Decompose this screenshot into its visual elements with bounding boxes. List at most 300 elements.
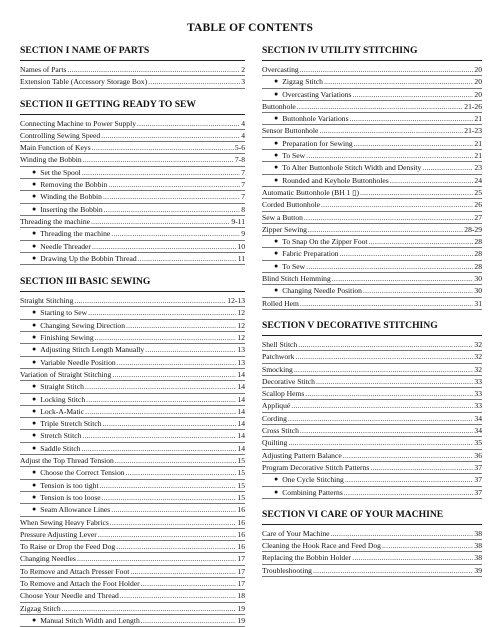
entry-text: Buttonhole Variations <box>282 114 349 124</box>
bullet-icon: ● <box>274 163 279 172</box>
toc-subentry <box>262 285 482 297</box>
bullet-icon: ● <box>32 480 37 489</box>
entry-text: Main Function of Keys <box>20 143 91 153</box>
bullet-icon: ● <box>274 261 279 270</box>
entry-text: Zigzag Stitch <box>20 603 61 613</box>
page-number: 37 <box>474 462 482 472</box>
dot-leader <box>352 552 473 563</box>
dot-leader <box>288 413 474 424</box>
entry-text: Rolled Hem <box>262 298 299 308</box>
toc-entry <box>262 101 482 113</box>
toc-subentry <box>262 261 482 273</box>
page-number: 5-6 <box>234 143 245 153</box>
dot-leader <box>100 480 237 491</box>
dot-leader <box>344 487 474 498</box>
page-number: 21 <box>474 114 482 124</box>
entry-text: Variable Needle Position <box>40 357 116 367</box>
dot-leader <box>304 212 473 223</box>
entry-text: Cross Stitch <box>262 426 299 436</box>
entry-text: To Snap On the Zipper Foot <box>282 237 368 247</box>
page-number: 15 <box>237 468 245 478</box>
toc-subentry <box>20 332 245 344</box>
entry-text: Replacing the Bobbin Holder <box>262 553 352 563</box>
dot-leader <box>112 369 236 380</box>
page-number: 16 <box>237 505 245 515</box>
dot-leader <box>352 89 473 100</box>
entry-text: Triple Stretch Stitch <box>40 419 102 429</box>
dot-leader <box>85 406 236 417</box>
entry-text: To Sew <box>282 151 306 161</box>
toc-section <box>20 44 245 89</box>
toc-entry <box>262 273 482 285</box>
dot-leader <box>91 216 230 227</box>
toc-entry <box>20 566 245 578</box>
page-number: 19 <box>237 603 245 613</box>
page-number: 33 <box>474 389 482 399</box>
dot-leader <box>340 248 474 259</box>
toc-subentry <box>20 191 245 203</box>
page-number: 20 <box>474 77 482 87</box>
dot-leader <box>332 273 474 284</box>
toc-entry <box>262 125 482 137</box>
page-number: 28-29 <box>464 224 482 234</box>
toc-section <box>20 98 245 266</box>
dot-leader <box>370 462 473 473</box>
toc-entry <box>20 118 245 130</box>
dot-leader <box>108 179 240 190</box>
toc-section <box>20 275 245 627</box>
page-number: 21 <box>474 151 482 161</box>
entry-text: Controlling Sewing Speed <box>20 130 101 140</box>
dot-leader <box>297 101 464 112</box>
toc-subentry <box>20 492 245 504</box>
bullet-icon: ● <box>32 241 37 250</box>
toc-subentry <box>20 394 245 406</box>
toc-section <box>262 44 482 310</box>
toc-entry <box>262 528 482 540</box>
dot-leader <box>354 138 474 149</box>
entry-text: To Remove and Attach the Foot Holder <box>20 578 140 588</box>
bullet-icon: ● <box>274 138 279 147</box>
dot-leader <box>331 528 474 539</box>
toc-subentry <box>20 320 245 332</box>
entry-text: To Sew <box>282 261 306 271</box>
entry-text: Threading the machine <box>40 229 111 239</box>
dot-leader <box>92 142 234 153</box>
dot-leader <box>120 590 237 601</box>
dot-leader <box>305 388 473 399</box>
page-number: 11 <box>237 253 245 263</box>
dot-leader <box>360 187 473 198</box>
dot-leader <box>77 553 237 564</box>
entry-text: Names of Parts <box>20 65 67 74</box>
dot-leader <box>130 566 236 577</box>
page-number: 20 <box>474 65 482 74</box>
entry-text: Drawing Up the Bobbin Thread <box>40 253 137 263</box>
dot-leader <box>74 295 226 306</box>
section-title: SECTION V DECORATIVE STITCHING <box>262 319 482 336</box>
dot-leader <box>319 125 463 136</box>
bullet-icon: ● <box>32 431 37 440</box>
toc-subentry <box>20 344 245 356</box>
entry-text: Troubleshooting <box>262 565 312 575</box>
bullet-icon: ● <box>274 249 279 258</box>
page-number: 14 <box>237 443 245 453</box>
entry-text: Blind Stitch Hemming <box>262 274 331 284</box>
toc-entry <box>262 565 482 577</box>
dot-leader <box>300 425 473 436</box>
toc-section <box>262 508 482 577</box>
dot-leader <box>101 130 240 141</box>
toc-entry <box>262 437 482 449</box>
toc-entry <box>262 298 482 310</box>
page-number: 33 <box>474 376 482 386</box>
page-number: 31 <box>474 298 482 308</box>
toc-subentry <box>20 204 245 216</box>
dot-leader <box>300 298 473 309</box>
bullet-icon: ● <box>274 475 279 484</box>
dot-leader <box>88 307 236 318</box>
bullet-icon: ● <box>32 443 37 452</box>
entry-text: Saddle Stitch <box>40 443 81 453</box>
toc-entry <box>262 388 482 400</box>
bullet-icon: ● <box>274 77 279 86</box>
entry-text: Fabric Preparation <box>282 249 339 259</box>
dot-leader <box>300 64 474 75</box>
entry-text: Set the Spool <box>40 167 81 177</box>
dot-leader <box>82 167 240 178</box>
dot-leader <box>82 443 237 454</box>
toc-entry <box>20 455 245 467</box>
entry-text: Care of Your Machine <box>262 528 330 538</box>
bullet-icon: ● <box>32 345 37 354</box>
entry-text: Connecting Machine to Power Supply <box>20 118 137 128</box>
toc-entry <box>262 339 482 351</box>
section-title: SECTION I NAME OF PARTS <box>20 44 245 61</box>
dot-leader <box>313 565 473 576</box>
page-number: 32 <box>474 352 482 362</box>
page-number: 32 <box>474 364 482 374</box>
toc-entry <box>262 462 482 474</box>
toc-entry <box>20 578 245 590</box>
dot-leader <box>390 175 474 186</box>
toc-entry <box>262 187 482 199</box>
entry-text: One Cycle Stitching <box>282 475 344 485</box>
entry-text: Automatic Buttonhole (BH 1 ▯) <box>262 187 359 197</box>
toc-subentry <box>20 167 245 179</box>
dot-leader <box>141 615 237 626</box>
entry-text: Scallop Hems <box>262 389 305 399</box>
page-number: 13 <box>237 345 245 355</box>
toc-subentry <box>262 150 482 162</box>
entry-text: Choose the Correct Tension <box>40 468 125 478</box>
entry-text: Overcasting <box>262 65 299 74</box>
page-number: 16 <box>237 542 245 552</box>
page-number: 17 <box>237 566 245 576</box>
page-number: 15 <box>237 456 245 466</box>
dot-leader <box>126 467 237 478</box>
toc-subentry <box>262 236 482 248</box>
entry-text: Buttonhole <box>262 101 296 111</box>
entry-text: Tension is too loose <box>40 492 101 502</box>
dot-leader <box>308 224 463 235</box>
entry-text: Tension is too tight <box>40 480 99 490</box>
toc-subentry <box>20 418 245 430</box>
bullet-icon: ● <box>32 382 37 391</box>
page-number: 38 <box>474 553 482 563</box>
bullet-icon: ● <box>32 204 37 213</box>
toc-entry <box>20 517 245 529</box>
page-number: 21-23 <box>464 126 482 136</box>
dot-leader <box>111 228 240 239</box>
dot-leader <box>98 529 237 540</box>
page-number: 12 <box>237 333 245 343</box>
page-number: 24 <box>474 175 482 185</box>
dot-leader <box>138 253 237 264</box>
toc-subentry <box>262 487 482 499</box>
toc-entry <box>262 351 482 363</box>
bullet-icon: ● <box>274 151 279 160</box>
page-number: 12 <box>237 308 245 318</box>
dot-leader <box>110 517 237 528</box>
toc-entry <box>262 199 482 211</box>
entry-text: Smocking <box>262 364 293 374</box>
toc-entry <box>20 369 245 381</box>
toc-subentry <box>20 241 245 253</box>
dot-leader <box>85 381 237 392</box>
page-number: 16 <box>237 517 245 527</box>
toc-subentry <box>20 467 245 479</box>
dot-leader <box>422 162 473 173</box>
dot-leader <box>350 113 474 124</box>
page-number: 28 <box>474 249 482 259</box>
page-number: 19 <box>237 615 245 625</box>
page-number: 9-11 <box>231 216 245 226</box>
entry-text: Rounded and Keyhole Buttonholes <box>282 175 389 185</box>
entry-text: Sensor Buttonhole <box>262 126 319 136</box>
entry-text: Decorative Stitch <box>262 376 315 386</box>
entry-text: Cording <box>262 413 287 423</box>
entry-text: Shell Stitch <box>262 339 298 349</box>
dot-leader <box>116 541 236 552</box>
page-number: 14 <box>237 406 245 416</box>
entry-text: Straight Stitch <box>40 382 84 392</box>
entry-text: Finishing Sewing <box>40 333 94 343</box>
dot-leader <box>137 118 240 129</box>
dot-leader <box>103 191 240 202</box>
toc-entry <box>20 603 245 615</box>
dot-leader <box>343 450 474 461</box>
page-number: 38 <box>474 528 482 538</box>
dot-leader <box>115 455 237 466</box>
page-number: 27 <box>474 212 482 222</box>
page-number: 33 <box>474 401 482 411</box>
toc-entry <box>20 76 245 88</box>
dot-leader <box>145 344 236 355</box>
toc-subentry <box>262 162 482 174</box>
toc-entry <box>20 216 245 228</box>
page-number: 37 <box>474 487 482 497</box>
entry-text: To Alter Buttonhole Stitch Width and Density <box>282 163 422 173</box>
bullet-icon: ● <box>32 505 37 514</box>
toc-entry <box>262 224 482 236</box>
toc-subentry <box>262 76 482 88</box>
dot-leader <box>369 236 474 247</box>
entry-text: Sew a Button <box>262 212 303 222</box>
bullet-icon: ● <box>32 308 37 317</box>
dot-leader <box>295 351 473 362</box>
entry-text: Adjusting Stitch Length Manually <box>40 345 145 355</box>
entry-text: Variation of Straight Stitching <box>20 369 112 379</box>
toc-subentry <box>20 615 245 627</box>
page-number: 36 <box>474 450 482 460</box>
entry-text: Patchwork <box>262 352 295 362</box>
entry-text: Quilting <box>262 438 288 448</box>
toc-entry <box>20 64 245 76</box>
page-number: 4 <box>241 130 245 140</box>
bullet-icon: ● <box>32 192 37 201</box>
entry-text: Winding the Bobbin <box>40 192 102 202</box>
entry-text: Zipper Sewing <box>262 224 307 234</box>
dot-leader <box>67 64 240 75</box>
entry-text: Combining Patterns <box>282 487 343 497</box>
entry-text: Zigzag Stitch <box>282 77 323 87</box>
toc-entry <box>262 540 482 552</box>
bullet-icon: ● <box>274 487 279 496</box>
toc-entry <box>20 295 245 307</box>
entry-text: Inserting the Bobbin <box>40 204 103 214</box>
toc-entry <box>20 590 245 602</box>
bullet-icon: ● <box>274 237 279 246</box>
page-number: 23 <box>474 163 482 173</box>
bullet-icon: ● <box>32 468 37 477</box>
page-number: 14 <box>237 382 245 392</box>
page-number: 16 <box>237 529 245 539</box>
dot-leader <box>288 437 473 448</box>
dot-leader <box>83 154 234 165</box>
toc-entry <box>262 212 482 224</box>
page-number: 34 <box>474 413 482 423</box>
entry-text: Adjust the Top Thread Tension <box>20 456 114 466</box>
dot-leader <box>141 578 237 589</box>
bullet-icon: ● <box>274 89 279 98</box>
toc-section <box>262 319 482 499</box>
entry-text: Seam Allowance Lines <box>40 505 111 515</box>
toc-subentry <box>20 430 245 442</box>
page-number: 14 <box>237 419 245 429</box>
dot-leader <box>148 76 240 87</box>
section-title: SECTION II GETTING READY TO SEW <box>20 98 245 115</box>
page-number: 32 <box>474 339 482 349</box>
page-number: 38 <box>474 541 482 551</box>
page-number: 7-8 <box>234 155 245 165</box>
page-number: 4 <box>241 118 245 128</box>
section-title: SECTION III BASIC SEWING <box>20 275 245 292</box>
entry-text: Cleaning the Hook Race and Feed Dog <box>262 541 381 551</box>
bullet-icon: ● <box>274 286 279 295</box>
bullet-icon: ● <box>32 357 37 366</box>
toc-subentry <box>20 504 245 516</box>
dot-leader <box>104 204 241 215</box>
entry-text: Program Decorative Stitch Patterns <box>262 462 370 472</box>
toc-entry <box>20 553 245 565</box>
entry-text: Needle Threader <box>40 241 91 251</box>
page-number: 17 <box>237 554 245 564</box>
toc-entry <box>262 64 482 76</box>
entry-text: Changing Sewing Direction <box>40 320 126 330</box>
page-number: 39 <box>474 565 482 575</box>
entry-text: Stretch Stitch <box>40 431 82 441</box>
dot-leader <box>298 339 473 350</box>
bullet-icon: ● <box>32 180 37 189</box>
toc-entry <box>262 364 482 376</box>
toc-subentry <box>262 138 482 150</box>
entry-text: Locking Stitch <box>40 394 86 404</box>
dot-leader <box>117 357 237 368</box>
page-number: 15 <box>237 480 245 490</box>
bullet-icon: ● <box>32 394 37 403</box>
page-number: 8 <box>241 204 245 214</box>
toc-entry <box>20 130 245 142</box>
entry-text: Choose Your Needle and Thread <box>20 591 119 601</box>
dot-leader <box>92 241 237 252</box>
page-number: 28 <box>474 237 482 247</box>
left-column <box>20 44 245 627</box>
toc-subentry <box>262 248 482 260</box>
entry-text: Removing the Bobbin <box>40 180 108 190</box>
entry-text: Winding the Bobbin <box>20 155 82 165</box>
toc-entry <box>262 413 482 425</box>
page-number: 2 <box>241 65 245 74</box>
dot-leader <box>294 364 474 375</box>
toc-entry <box>20 529 245 541</box>
bullet-icon: ● <box>32 320 37 329</box>
entry-text: To Remove and Attach Presser Foot <box>20 566 130 576</box>
page-number: 34 <box>474 426 482 436</box>
entry-text: Changing Needles <box>20 554 76 564</box>
page-number: 17 <box>237 578 245 588</box>
toc-subentry <box>20 406 245 418</box>
dot-leader <box>95 332 237 343</box>
toc-entry <box>262 552 482 564</box>
toc-subentry <box>20 357 245 369</box>
page-number: 7 <box>241 192 245 202</box>
toc-subentry <box>20 381 245 393</box>
page-number: 30 <box>474 286 482 296</box>
toc-subentry <box>20 253 245 265</box>
bullet-icon: ● <box>32 406 37 415</box>
entry-text: Changing Needle Position <box>282 286 362 296</box>
bullet-icon: ● <box>32 229 37 238</box>
entry-text: Corded Buttonhole <box>262 200 321 210</box>
entry-text: Adjusting Pattern Balance <box>262 450 342 460</box>
page-number: 15 <box>237 492 245 502</box>
bullet-icon: ● <box>32 419 37 428</box>
dot-leader <box>102 492 237 503</box>
page-number: 14 <box>237 431 245 441</box>
toc-subentry <box>20 480 245 492</box>
page-number: 9 <box>241 229 245 239</box>
page-number: 28 <box>474 261 482 271</box>
bullet-icon: ● <box>32 253 37 262</box>
page-number: 12-13 <box>227 296 245 306</box>
toc-subentry <box>20 307 245 319</box>
toc-subentry <box>262 89 482 101</box>
entry-text: When Sewing Heavy Fabrics <box>20 517 109 527</box>
dot-leader <box>86 394 236 405</box>
dot-leader <box>103 418 237 429</box>
toc-subentry <box>20 179 245 191</box>
